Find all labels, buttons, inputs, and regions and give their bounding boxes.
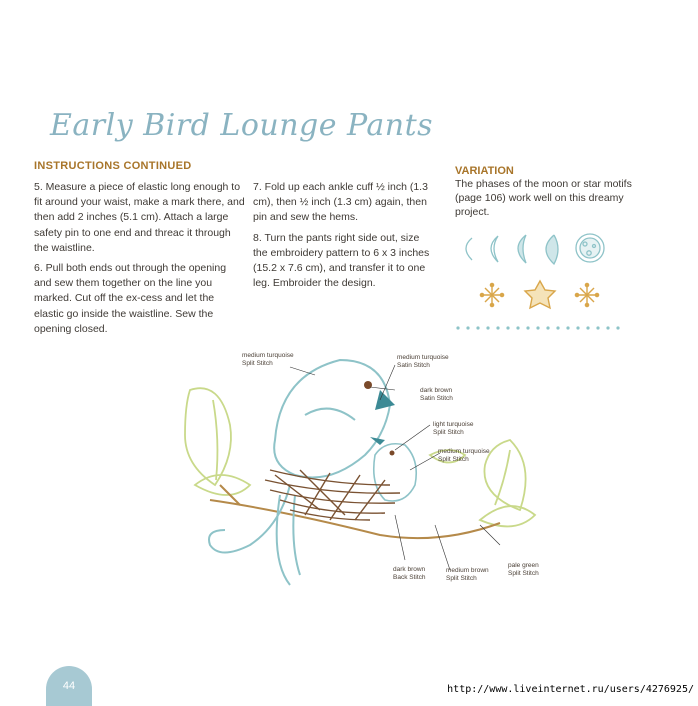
callout-medium-turquoise-satin xyxy=(397,354,449,369)
callout-text: dark brown Back Stitch xyxy=(393,566,426,581)
page-number: 44 xyxy=(62,680,76,692)
footer-url[interactable]: http://www.liveinternet.ru/users/4276925/ xyxy=(447,684,694,695)
callout-pale-green-split xyxy=(508,562,539,577)
star-motif-icon xyxy=(480,281,598,308)
callout-text: medium turquoise Split Stitch xyxy=(438,448,490,463)
callout-dark-brown-satin xyxy=(420,387,453,402)
callout-text: dark brown Satin Stitch xyxy=(420,387,453,402)
step-5: 5. Measure a piece of elastic long enough to fit around your waist, make a mark there, and then add 2 inches (5.1 cm). Attach a large safety pin to one end and threac it through the waistline. xyxy=(34,181,245,254)
callout-medium-turquoise-split-2 xyxy=(438,448,490,463)
callout-light-turquoise xyxy=(433,421,473,436)
variation-heading: VARIATION xyxy=(455,165,514,177)
mother-bird xyxy=(209,360,390,585)
moon-phases-icon xyxy=(466,234,604,264)
moon-star-motifs xyxy=(450,220,640,340)
variation-text: The phases of the moon or star motifs (page 106) work well on this dreamy project. xyxy=(455,178,632,218)
page-title: Early Bird Lounge Pants xyxy=(50,108,434,143)
callout-text: pale green Split Stitch xyxy=(508,562,539,577)
callout-medium-turquoise-split xyxy=(242,352,294,367)
callout-text: light turquoise Split Stitch xyxy=(433,421,474,436)
step-8: 8. Turn the pants right side out, size the embroidery pattern to 6 x 3 inches (15.2 x 7.6 cm), and transfer it to one leg. Embroider the design. xyxy=(253,231,430,290)
instructions-heading: INSTRUCTIONS CONTINUED xyxy=(34,160,192,172)
dotted-divider xyxy=(456,326,619,329)
callout-text: medium turquoise Split Stitch xyxy=(242,352,294,367)
callout-text: medium turquoise Satin Stitch xyxy=(397,354,449,369)
instructions-column-2 xyxy=(253,180,433,296)
instructions-column-1 xyxy=(34,180,246,342)
callout-dark-brown-back xyxy=(393,566,426,581)
bird-nest-embroidery-illustration xyxy=(180,345,540,595)
step-6: 6. Pull both ends out through the opening and sew them together on the line you marked. Cut off the ex-cess and let the elastic go inside the waistline. Sew the opening closed. xyxy=(34,262,227,335)
baby-bird xyxy=(374,444,417,501)
step-7: 7. Fold up each ankle cuff ½ inch (1.3 cm), then ½ inch (1.3 cm) again, then pin and sew the hems. xyxy=(253,181,428,224)
callout-text: medium brown Split Stitch xyxy=(446,567,489,582)
callout-medium-brown-split xyxy=(446,567,489,582)
